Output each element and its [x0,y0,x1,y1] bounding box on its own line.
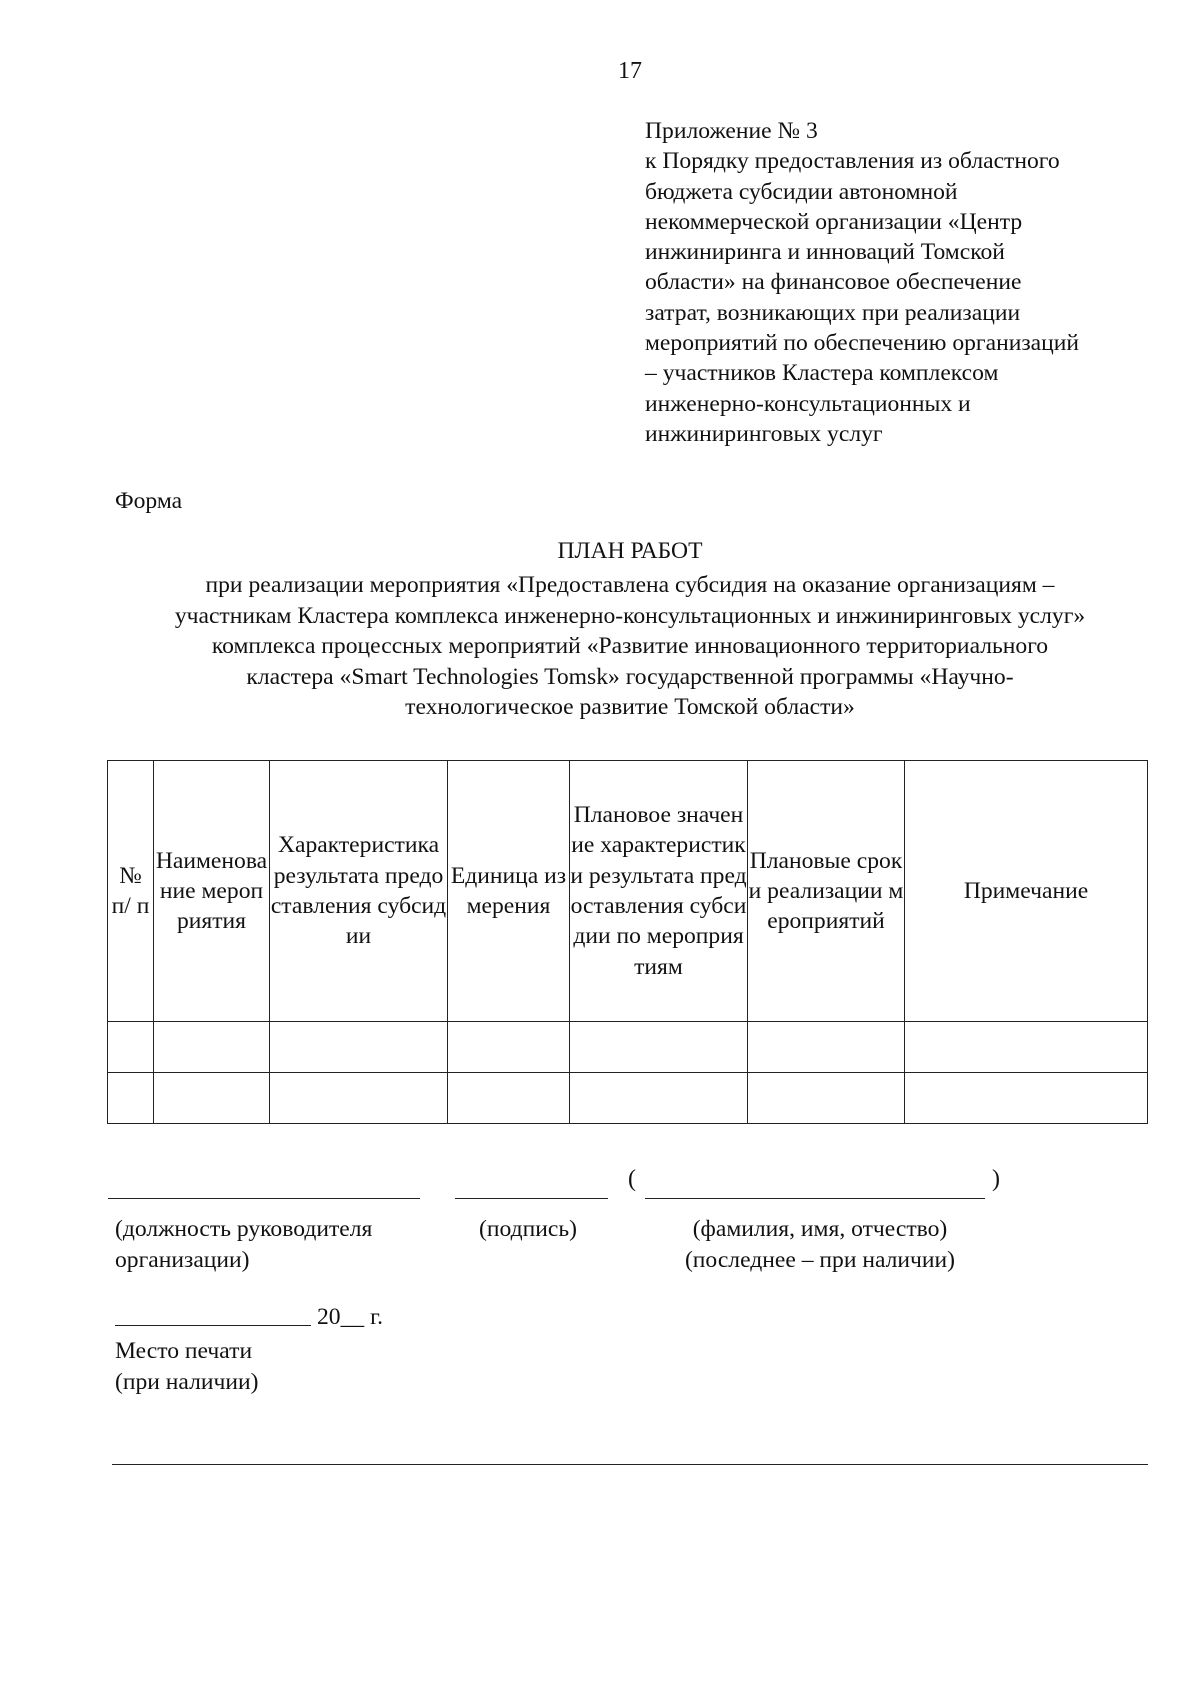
signature-caption: (подпись) [479,1216,577,1242]
name-caption [660,1214,980,1275]
appendix-line: Приложение № 3 [645,118,818,144]
date-year: 20__ г. [317,1304,383,1330]
plan-table [107,760,1148,1124]
table-cell [270,1022,448,1073]
appendix-line: бюджета субсидии автономной [645,178,958,205]
form-label: Форма [115,488,183,514]
position-caption-line: организации) [115,1246,250,1273]
subtitle-line: комплекса процессных мероприятий «Развитие инновационного территориального [211,633,1049,659]
table-cell [905,1073,1148,1124]
table-cell [748,1022,905,1073]
position-signature-line [108,1198,420,1199]
table-cell [154,1022,270,1073]
name-caption-line: (фамилия, имя, отчество) [692,1216,948,1242]
page-number: 17 [618,58,642,84]
position-caption-line: (должность руководителя [115,1216,373,1242]
table-cell [448,1073,570,1124]
subtitle-line: кластера «Smart Technologies Tomsk» государственной программы «Научно- [246,663,1014,690]
stamp-place [115,1336,259,1397]
table-row [108,1022,1148,1073]
table-row [108,1073,1148,1124]
col-header-unit: Единица измерения [448,761,570,1022]
table-header-row [108,761,1148,1022]
date-row [115,1304,383,1331]
document-title: ПЛАН РАБОТ [557,538,703,564]
name-signature-line [645,1198,985,1199]
name-close-paren: ) [992,1166,1000,1192]
appendix-block [645,116,1165,449]
bottom-divider [112,1464,1148,1465]
table-cell [570,1022,748,1073]
appendix-line: области» на финансовое обеспечение [645,269,1022,296]
appendix-line: инжиниринга и инноваций Томской [645,239,1005,266]
appendix-line: мероприятий по обеспечению организаций [645,330,1079,357]
col-header-result-characteristic: Характеристика результата предоставления субсидии [270,761,448,1022]
document-subtitle [0,570,1200,723]
appendix-line: инженерно-консультационных и [645,390,971,417]
signature-line [455,1198,608,1199]
col-header-note: Примечание [905,761,1148,1022]
date-blank-line [115,1325,311,1326]
table-cell [270,1073,448,1124]
subtitle-line: при реализации мероприятия «Предоставлена субсидия на оказание организациям – [205,572,1055,598]
col-header-event-name: Наименование мероприятия [154,761,270,1022]
col-header-planned-dates: Плановые сроки реализации мероприятий [748,761,905,1022]
subtitle-line: технологическое развитие Томской области» [405,694,855,720]
col-header-number: № п/ п [108,761,154,1022]
table-cell [570,1073,748,1124]
name-open-paren: ( [628,1166,636,1192]
stamp-line: (при наличии) [115,1368,259,1395]
table-cell [748,1073,905,1124]
position-caption [115,1214,372,1275]
col-header-planned-value: Плановое значение характеристик и результата предоставления субсидии по мероприятиям [570,761,748,1022]
appendix-line: к Порядку предоставления из областного [645,148,1060,175]
table-cell [108,1073,154,1124]
appendix-line: инжиниринговых услуг [645,420,883,447]
subtitle-line: участникам Кластера комплекса инженерно-консультационных и инжиниринговых услуг» [174,602,1086,629]
table-cell [108,1022,154,1073]
table-cell [905,1022,1148,1073]
name-caption-line: (последнее – при наличии) [684,1246,956,1273]
stamp-line: Место печати [115,1338,253,1364]
appendix-line: затрат, возникающих при реализации [645,299,1021,326]
table-cell [448,1022,570,1073]
appendix-line: некоммерческой организации «Центр [645,208,1023,235]
appendix-line: – участников Кластера комплексом [645,360,999,387]
table-cell [154,1073,270,1124]
